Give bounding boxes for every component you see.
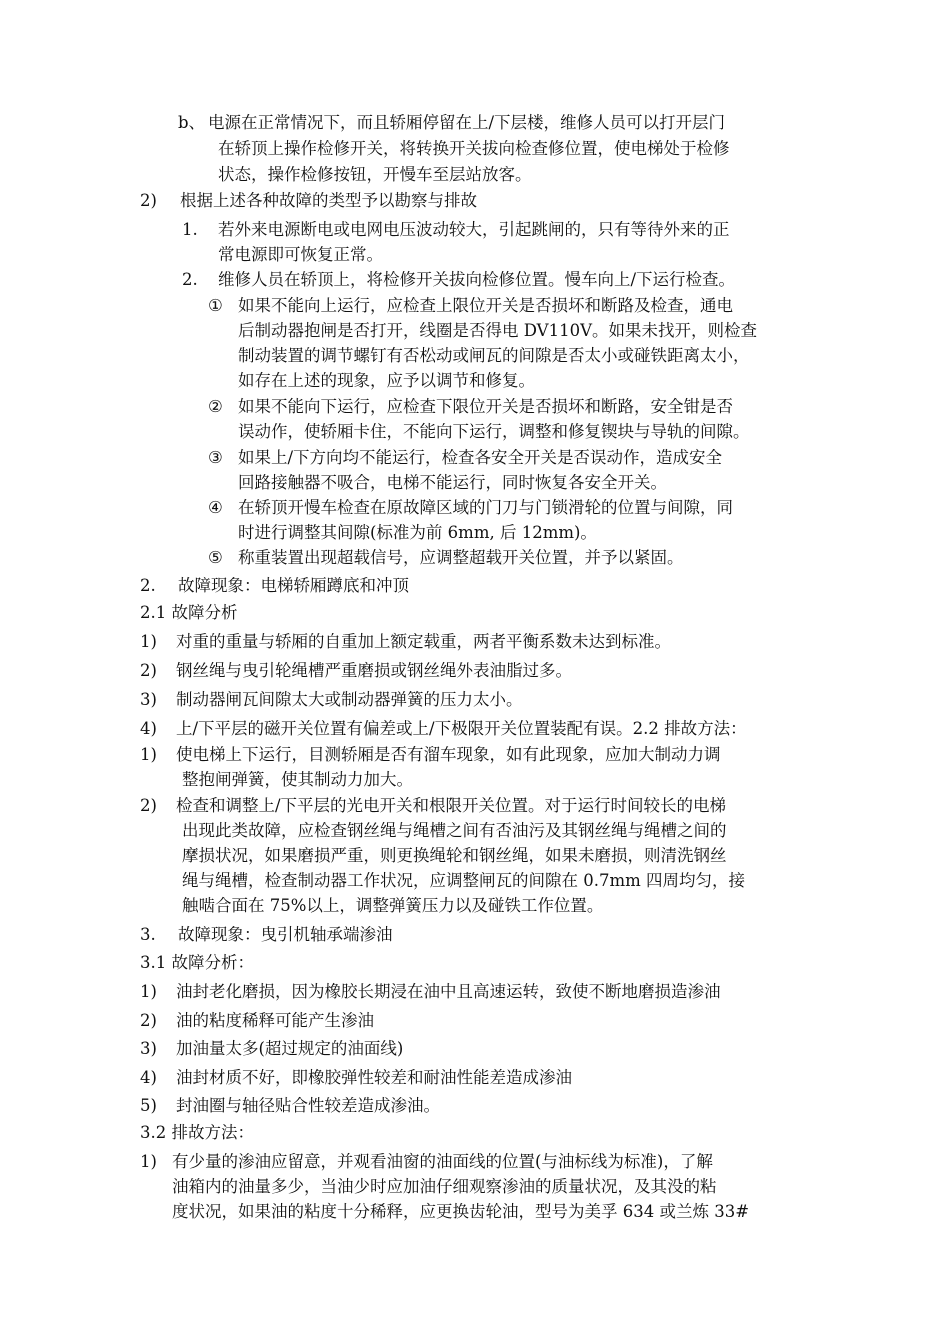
paragraph-line: 使电梯上下运行，目测轿厢是否有溜车现象，如有此现象，应加大制动力调 [176,745,721,764]
subsection-heading: 3.1 故障分析： [140,953,254,972]
list-item-text: 根据上述各种故障的类型予以勘察与排故 [180,191,477,210]
paragraph-line: 后制动器抱闸是否打开，线圈是否得电 DV110V。如果未找开，则检查 [238,321,758,340]
list-item-text: 钢丝绳与曳引轮绳槽严重磨损或钢丝绳外表油脂过多。 [176,661,572,680]
paragraph-line: 若外来电源断电或电网电压波动较大，引起跳闸的，只有等待外来的正 [218,220,730,239]
list-item-text: 封油圈与轴径贴合性较差造成渗油。 [176,1096,440,1115]
list-label: 2) [140,191,157,210]
list-label: 1) [140,745,157,764]
paragraph-line: 如存在上述的现象，应予以调节和修复。 [238,371,535,390]
list-label: 3) [140,1039,157,1058]
paragraph-line: 油箱内的油量多少，当油少时应加油仔细观察渗油的质量状况，及其没的粘 [172,1177,717,1196]
paragraph-line: 回路接触器不吸合，电梯不能运行，同时恢复各安全开关。 [238,473,667,492]
circled-number: ⑤ [208,548,223,567]
paragraph-line: 如果不能向上运行，应检查上限位开关是否损坏和断路及检查，通电 [238,296,733,315]
paragraph-line: 绳与绳槽，检查制动器工作状况，应调整闸瓦的间隙在 0.7mm 四周均匀，接 [182,871,746,890]
list-label: 1. [182,220,198,239]
section-number: 2. [140,576,156,595]
subsection-heading: 3.2 排故方法： [140,1123,254,1142]
paragraph-line: 状态，操作检修按钮，开慢车至层站放客。 [218,165,532,184]
paragraph-line: 如果上/下方向均不能运行，检查各安全开关是否误动作，造成安全 [238,448,723,467]
list-label: 3) [140,690,157,709]
list-label: 4) [140,719,157,738]
paragraph-line: 如果不能向下运行，应检查下限位开关是否损坏和断路，安全钳是否 [238,397,733,416]
list-item-text: 上/下平层的磁开关位置有偏差或上/下极限开关位置装配有误。2.2 排故方法： [176,719,747,738]
paragraph-line: 维修人员在轿顶上，将检修开关拔向检修位置。慢车向上/下运行检查。 [218,270,736,289]
list-label: b、 [178,113,206,132]
subsection-heading: 2.1 故障分析 [140,603,238,622]
list-label: 2) [140,661,157,680]
paragraph-line: 摩损状况，如果磨损严重，则更换绳轮和钢丝绳，如果未磨损，则清洗钢丝 [182,846,727,865]
paragraph-line: 整抱闸弹簧，使其制动力加大。 [182,770,413,789]
circled-number: ④ [208,498,223,517]
paragraph-line: 度状况，如果油的粘度十分稀释，应更换齿轮油，型号为美孚 634 或兰炼 33# [172,1202,750,1221]
paragraph-line: 在轿顶开慢车检查在原故障区域的门刀与门锁滑轮的位置与间隙，同 [238,498,733,517]
list-item-text: 对重的重量与轿厢的自重加上额定载重，两者平衡系数未达到标准。 [176,632,671,651]
list-label: 2) [140,796,157,815]
list-label: 5) [140,1096,157,1115]
paragraph-line: 出现此类故障，应检查钢丝绳与绳槽之间有否油污及其钢丝绳与绳槽之间的 [182,821,727,840]
paragraph-line: 在轿顶上操作检修开关，将转换开关拔向检查修位置，使电梯处于检修 [218,139,730,158]
paragraph-line: 时进行调整其间隙(标准为前 6mm, 后 12mm)。 [238,523,597,542]
list-item-text: 油封老化磨损，因为橡胶长期浸在油中且高速运转，致使不断地磨损造渗油 [176,982,721,1001]
section-title: 故障现象：电梯轿厢蹲底和冲顶 [178,576,409,595]
section-number: 3. [140,925,156,944]
list-item-text: 油的粘度稀释可能产生渗油 [176,1011,374,1030]
list-label: 2. [182,270,198,289]
list-label: 1) [140,1152,157,1171]
paragraph-line: 常电源即可恢复正常。 [218,245,383,264]
list-label: 1) [140,982,157,1001]
circled-number: ② [208,397,223,416]
list-item-text: 加油量太多(超过规定的油面线) [176,1039,404,1058]
circled-number: ③ [208,448,223,467]
list-item-text: 油封材质不好，即橡胶弹性较差和耐油性能差造成渗油 [176,1068,572,1087]
list-item-text: 制动器闸瓦间隙太大或制动器弹簧的压力太小。 [176,690,523,709]
list-label: 4) [140,1068,157,1087]
paragraph-line: 有少量的渗油应留意，并观看油窗的油面线的位置(与油标线为标准)，了解 [172,1152,713,1171]
section-title: 故障现象：曳引机轴承端渗油 [178,925,393,944]
paragraph-line: 触啮合面在 75%以上，调整弹簧压力以及碰铁工作位置。 [182,896,604,915]
paragraph-line: 误动作，使轿厢卡住，不能向下运行，调整和修复锲块与导轨的间隙。 [238,422,750,441]
list-label: 1) [140,632,157,651]
paragraph-line: 制动装置的调节螺钉有否松动或闸瓦的间隙是否太小或碰铁距离太小， [238,346,750,365]
paragraph-line: 检查和调整上/下平层的光电开关和根限开关位置。对于运行时间较长的电梯 [176,796,727,815]
list-label: 2) [140,1011,157,1030]
circled-number: ① [208,296,223,315]
paragraph-line: 电源在正常情况下，而且轿厢停留在上/下层楼，维修人员可以打开层门 [208,113,726,132]
paragraph-line: 称重装置出现超载信号，应调整超载开关位置，并予以紧固。 [238,548,684,567]
